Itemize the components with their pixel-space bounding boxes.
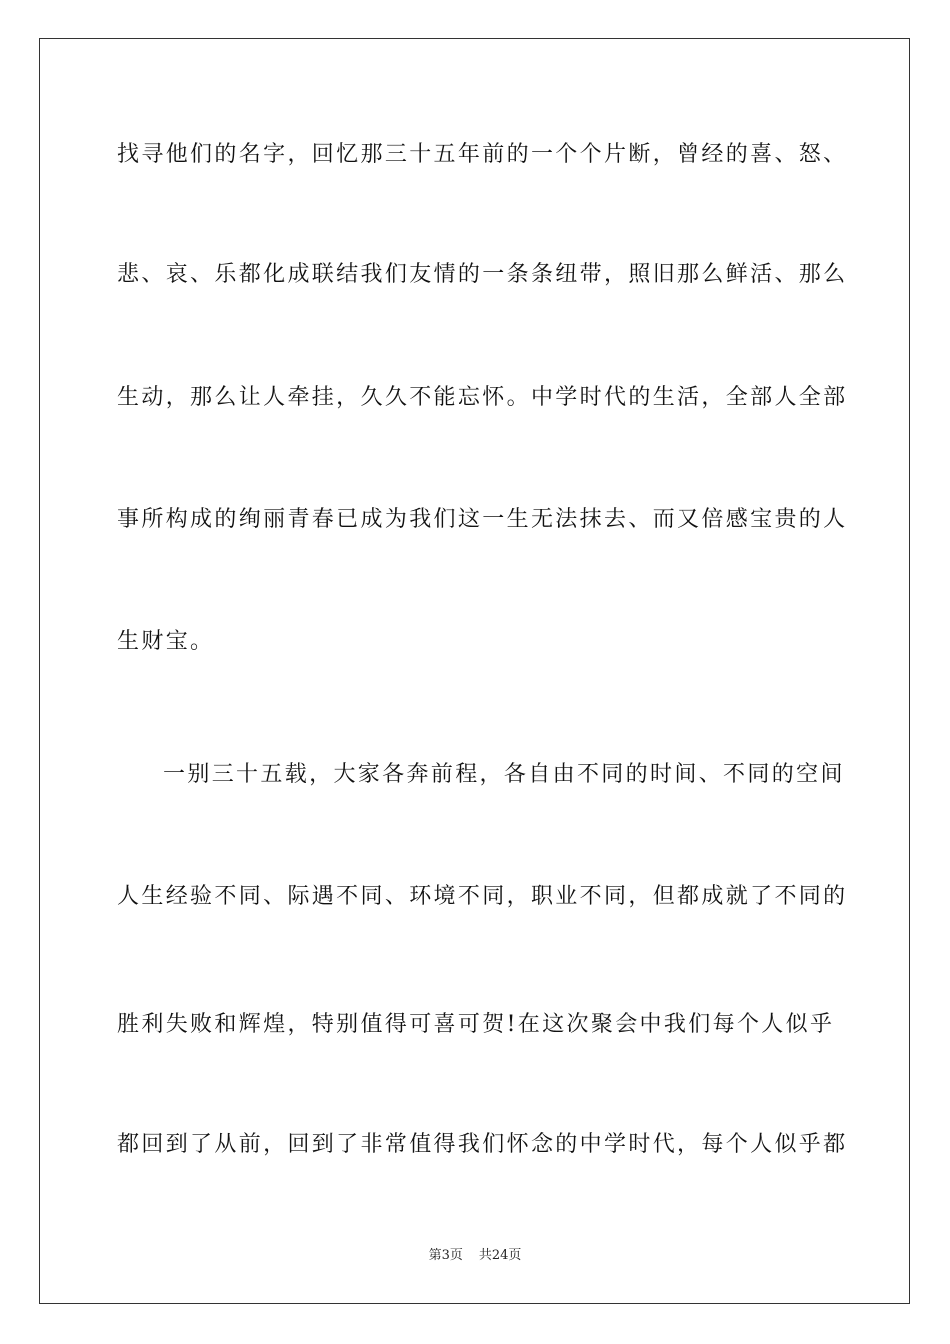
body-text-line: 找寻他们的名字，回忆那三十五年前的一个个片断，曾经的喜、怒、 bbox=[117, 142, 848, 167]
body-text-line: 都回到了从前，回到了非常值得我们怀念的中学时代，每个人似乎都 bbox=[117, 1132, 848, 1157]
body-text-line: 事所构成的绚丽青春已成为我们这一生无法抹去、而又倍感宝贵的人 bbox=[117, 507, 848, 532]
body-text-line: 人生经验不同、际遇不同、环境不同，职业不同，但都成就了不同的 bbox=[117, 884, 848, 909]
page-frame bbox=[39, 38, 910, 1304]
total-pages: 共24页 bbox=[478, 1248, 522, 1263]
body-text-line: 生财宝。 bbox=[117, 629, 215, 654]
body-text-line: 胜利失败和辉煌，特别值得可喜可贺!在这次聚会中我们每个人似乎 bbox=[117, 1012, 835, 1037]
body-text-line: 生动，那么让人牵挂，久久不能忘怀。中学时代的生活，全部人全部 bbox=[117, 385, 848, 410]
page-footer bbox=[0, 1247, 950, 1265]
paragraph-first-line: 一别三十五载，大家各奔前程，各自由不同的时间、不同的空间 bbox=[163, 762, 845, 787]
body-text-line: 悲、哀、乐都化成联结我们友情的一条条纽带，照旧那么鲜活、那么 bbox=[117, 262, 848, 287]
page-number: 第3页 bbox=[428, 1248, 463, 1263]
